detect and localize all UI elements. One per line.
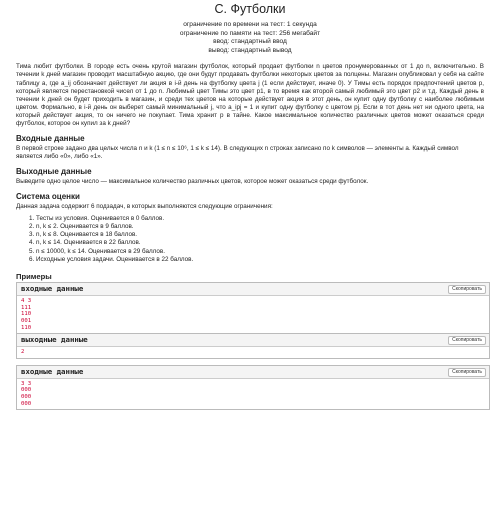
subtask-item: 3. n, k ≤ 8. Оценивается в 18 баллов. bbox=[36, 231, 484, 239]
time-limit: ограничение по времени на тест: 1 секунда bbox=[183, 21, 317, 28]
example-input-header bbox=[17, 283, 489, 296]
copy-button[interactable]: Скопировать bbox=[448, 336, 486, 345]
copy-button[interactable]: Скопировать bbox=[448, 285, 486, 294]
subtask-list bbox=[36, 215, 484, 265]
example-output-label: выходные данные bbox=[21, 335, 88, 345]
output-spec: Выведите одно целое число — максимальное количество различных цветов, которое может оказаться среди футболок. bbox=[16, 178, 369, 186]
input-file: ввод: стандартный ввод bbox=[213, 38, 287, 46]
subtask-item: 2. n, k ≤ 2. Оценивается в 9 баллов. bbox=[36, 223, 484, 231]
problem-limits bbox=[10, 21, 490, 55]
output-section-title: Выходные данные bbox=[16, 167, 92, 177]
example-input: 3 3 000 000 000 bbox=[21, 380, 32, 407]
input-spec: В первой строке задано два целых числа n и k (1 ≤ n ≤ 10⁶, 1 ≤ k ≤ 14). В следующих n строках записано по k символов — элементы a. Каждый символ является либо «0», либо «1». bbox=[16, 145, 459, 161]
example-output-header bbox=[17, 334, 489, 347]
example-input: 4 3 111 110 001 110 bbox=[21, 298, 32, 331]
example-input-header bbox=[17, 366, 489, 379]
example-2 bbox=[16, 365, 490, 410]
subtask-item: 1. Тесты из условия. Оценивается в 0 баллов. bbox=[36, 215, 484, 223]
subtask-item: 4. n, k ≤ 14. Оценивается в 22 баллов. bbox=[36, 239, 484, 247]
subtask-item: 5. n ≤ 10000, k ≤ 14. Оценивается в 29 баллов. bbox=[36, 248, 484, 256]
copy-button[interactable]: Скопировать bbox=[448, 368, 486, 377]
memory-limit: ограничение по памяти на тест: 256 мегабайт bbox=[179, 29, 321, 37]
problem-page bbox=[0, 2, 500, 516]
output-file: вывод: стандартный вывод bbox=[208, 46, 292, 54]
example-input-label: входные данные bbox=[21, 284, 84, 294]
scoring-section-title: Система оценки bbox=[16, 192, 80, 202]
input-section-title: Входные данные bbox=[16, 134, 85, 144]
example-output: 2 bbox=[21, 349, 25, 356]
example-1 bbox=[16, 282, 490, 359]
problem-legend: Тима любит футболки. В городе есть очень крутой магазин футболок, который продает футболки n цветов пронумерованных от 1 до n, включительно. В течении k дней магазин проводит масштабную акцию, где они будут продавать футболки некоторых цветов за полцены. Магазин опубликовал у себя на сайте таблицу a, где a_ij обозначает действует ли акция в i-й день на футболку цвета j (1 если действует, иначе 0). У Тимы есть порядок предпочтений цветов p, который является перестановкой чисел от 1 до n. Любимый цвет Тимы это цвет p1, в то время как второй самый любимый это цвет p2 и т.д. Каждый день в течении k дней он будет приходить в магазин, и среди тех цветов на которые действует акция в этот день, он купит одну футболку с наиболее любимым цветом. Формально, в i-й день он выберет самый минимальный j, что a_ipj = 1 и купит одну футболку с цветом pj. Если в тот день нет ни одного цвета, на который действует акция, то он ничего не покупает. Тима хранит p в тайне. Какое максимальное количество различных цветов может оказаться среди футболок, которое он купил за k дней? bbox=[16, 63, 484, 128]
problem-title: C. Футболки bbox=[214, 2, 286, 16]
example-input-label: входные данные bbox=[21, 366, 84, 376]
scoring-intro: Данная задача содержит 6 подзадач, в которых выполняются следующие ограничения: bbox=[16, 203, 273, 211]
subtask-item: 6. Исходные условия задачи. Оценивается в 22 баллов. bbox=[36, 256, 484, 264]
examples-title: Примеры bbox=[16, 272, 52, 282]
